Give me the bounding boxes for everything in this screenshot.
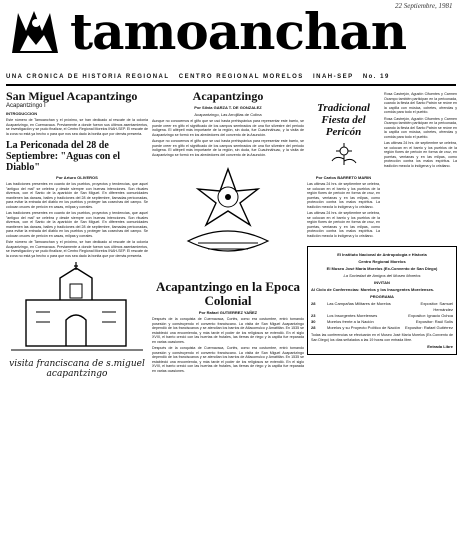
- program-day: 30: [311, 319, 316, 324]
- notice-program: PROGRAMA: [370, 294, 394, 299]
- notice-line-3: El Museo José María Morelos (Ex-Convento de San Diego): [326, 266, 438, 271]
- program-row: [311, 325, 453, 331]
- program-topic: Morelos frente a la Nación: [327, 319, 374, 324]
- map-illustration: [152, 161, 304, 276]
- feature-body: Después de la conquista de Cuernavaca, Cortés, como era costumbre, entró tomando posesión y construyendo el convento franciscano. La visita de San Miguel Acapantzingo dependió de los franciscanos y se atendían los barrios de Atlacomulco y Amatitlán. En 1535 se estableció una encomienda, y más tarde el poder de los religiosos se extendió. En el siglo XVIII, el barrio creció con las huertas de frutales, las tierras de riego y la capilla fue reparada en varias ocasiones.: [152, 317, 304, 344]
- notice-line-4: La Sociedad de Amigos del Museo Morelos: [343, 273, 421, 278]
- notice-line-1: El Instituto Nacional de Antropología e Historia: [337, 252, 427, 257]
- feature-author: Por Rafael GUTIERREZ YAÑEZ: [198, 310, 258, 315]
- feature-author: Por Arturo OLIVEROS: [56, 175, 98, 180]
- church-illustration: [6, 262, 148, 359]
- program-row: [311, 301, 453, 313]
- article-author: Por Carlos BARRETO MARIN: [315, 175, 372, 180]
- article-body: Este número de Tamoanchan y el próximo, se han dedicado al rescate de la colonia Acapantzingo, en Cuernavaca. Previamente a donde fueron sus últimos asentamientos, se investigación y se pudo finalizar, el Centro Regional Morelos INAH-SEP. El rescate de la zona no está ya hecho o para que nos sea dado la bonita que por demás presenta.: [6, 118, 148, 136]
- section-heading: INTRODUCCION: [6, 111, 38, 116]
- article-body-right-3: Las ultimas 24 hrs. de septiembre se celebra, se colocan en el barrio y los pueblos de la región flores de pericón en forma de cruz, en puertas, ventanas y en las milpas, como protección contra los malos espíritus. La tradición mezcla lo indígena y lo cristiano.: [384, 141, 457, 168]
- column-left: [6, 90, 148, 540]
- program-day: 28: [311, 325, 316, 330]
- notice-invite: INVITAN: [374, 280, 390, 285]
- program-speaker: Expositor: Samuel Hernández: [420, 301, 453, 312]
- masthead-center: CENTRO REGIONAL MORELOS: [178, 74, 304, 80]
- article-body-right-2: Rosa Castrejón, Agustín Cifuentes y Carmen Ocampo también participan en la periconada, cuando la fiesta del Santo Patrón se reúne en la capilla con música, cohetes, ofrendas y comida para todo el pueblo.: [384, 116, 457, 139]
- article-byline-2: Acapantzingo, Las Arrojillas de Colina: [194, 112, 262, 117]
- program-topic: Los Insurgentes Morelenses: [327, 313, 378, 318]
- masthead-subtitle-row: [6, 74, 458, 80]
- notice-cycle: Al Ciclo de Conferencias: Morelos y los Insurgentes Morelenses.: [311, 287, 435, 292]
- feature-title: Acapantzingo en la Epoca Colonial: [155, 279, 301, 308]
- illustration-caption: visita franciscana de s.miguel acapantzingo: [9, 359, 145, 379]
- program-day: 23: [311, 313, 316, 318]
- program-speaker: Expositor: Rafael Gutiérrez: [404, 325, 453, 330]
- column-middle: [152, 90, 304, 540]
- pericon-flower-icon: [307, 141, 380, 172]
- feature-body-2: Las tradiciones presentes en cuanto de los pueblos, proyectos y tendencias, que aquel "antiguo del mal" se celebra y desde siempre con buenas intenciones. Son rituales diversos, con el Santo de la aparición de San Miguel. En diferentes comunidades mantienen las danzas, bailes y tradiciones del 28 de septiembre, llamadas periconadas, para evitar la entrada del diablo en los pueblos y proteger las cosechas del campo. Se colocan cruces de pericón en casas, milpas y corrales.: [6, 211, 148, 238]
- article-body-2: Las ultimas 24 hrs. de septiembre se celebra, se colocan en el barrio y los pueblos de la región flores de pericón en forma de cruz, en puertas, ventanas y en las milpas, como protección contra los malos espíritus. La tradición mezcla lo indígena y lo cristiano.: [307, 211, 380, 238]
- notice-line-2: Centro Regional Morelos: [358, 259, 406, 264]
- feature-body-3: Este número de Tamoanchan y el próximo, se han dedicado al rescate de la colonia Acapantzingo, en Cuernavaca. Previamente a donde fueron sus últimos asentamientos, se investigación y se pudo finalizar, el Centro Regional Morelos INAH-SEP. El rescate de la zona no está ya hecho o para que nos sea dado la bonita que por demás presenta.: [6, 240, 148, 258]
- article-body-2: Aunque no conocemos el glifo que se usó hasta prehispánica para representar este barrio, se puede creer en glifo el significado de los campos sembrados de una flor silvestre del periodo indígena. El altépetl más importante de la región, sin duda, fue Cuauhnáhuac, y la visita de Acapantzingo se formó en los alrededores del convento de la Asunción.: [152, 139, 304, 157]
- column-right: [307, 90, 457, 540]
- event-notice-box: [307, 246, 457, 355]
- program-day: 28: [311, 301, 316, 306]
- program-topic: Morelos y su Proyecto Político de Nación: [327, 325, 400, 330]
- masthead-emblem-icon: [6, 5, 66, 59]
- article-title: Tradicional Fiesta del Pericón: [317, 102, 370, 138]
- feature-title: La Periconada del 28 de Septiembre: "Aguas con el Diablo": [6, 140, 120, 173]
- article-title: San Miguel Acapantzingo: [6, 90, 138, 103]
- masthead-number: No. 19: [362, 74, 390, 80]
- notice-footer: Entrada Libre: [427, 344, 453, 349]
- masthead-date: INAH-SEP: [312, 74, 354, 80]
- program-speaker: Expositor: Ignacio Ochoa: [408, 313, 453, 318]
- article-body: Las ultimas 24 hrs. de septiembre se celebra, se colocan en el barrio y los pueblos de la región flores de pericón en forma de cruz, en puertas, ventanas y en las milpas, como protección contra los malos espíritus. La tradición mezcla lo indígena y lo cristiano.: [307, 182, 380, 209]
- masthead-rule: [6, 84, 456, 86]
- masthead-stamp: 22 Septiembre, 1981: [395, 2, 453, 10]
- article-body-right: Rosa Castrejón, Agustín Cifuentes y Carmen Ocampo también participan en la periconada, cuando la fiesta del Santo Patrón se reúne en la capilla con música, cohetes, ofrendas y comida para todo el pueblo.: [384, 92, 457, 114]
- article-body: Aunque no conocemos el glifo que se usó hasta prehispánica para representar este barrio, se puede creer en glifo el significado de los campos sembrados de una flor silvestre del periodo indígena. El altépetl más importante de la región, sin duda, fue Cuauhnáhuac, y la visita de Acapantzingo se formó en los alrededores del convento de la Asunción.: [152, 119, 304, 137]
- article-title: Acapantzingo: [192, 90, 264, 103]
- masthead-title: tamoanchan: [70, 2, 407, 61]
- feature-body-2: Después de la conquista de Cuernavaca, Cortés, como era costumbre, entró tomando posesión y construyendo el convento franciscano. La visita de San Miguel Acapantzingo dependió de los franciscanos y se atendían los barrios de Atlacomulco y Amatitlán. En 1535 se estableció una encomienda, y más tarde el poder de los religiosos se extendió. En el siglo XVIII, el barrio creció con las huertas de frutales, las tierras de riego y la capilla fue reparada en varias ocasiones.: [152, 346, 304, 373]
- notice-note: Todas las conferencias se efectuarán en el Museo José María Morelos (Ex-Convento de San Diego) los días señalados a las 19 horas con entrada libre.: [311, 333, 453, 342]
- masthead-subtitle: UNA CRONICA DE HISTORIA REGIONAL: [6, 74, 170, 80]
- feature-body: Las tradiciones presentes en cuanto de los pueblos, proyectos y tendencias, que aquel "antiguo del mal" se celebra y desde siempre con buenas intenciones. Son rituales diversos, con el Santo de la aparición de San Miguel. En diferentes comunidades mantienen las danzas, bailes y tradiciones del 28 de septiembre, llamadas periconadas, para evitar la entrada del diablo en los pueblos y proteger las cosechas del campo. Se colocan cruces de pericón en casas, milpas y corrales.: [6, 182, 148, 209]
- article-byline: Por Silvia GARZA T. DE GONZALEZ: [194, 105, 262, 110]
- program-speaker: Expositor: Raúl Solís: [415, 319, 453, 324]
- program-topic: Las Campañas Militares de Morelos: [327, 301, 391, 306]
- article-kicker: Acapantzingo I: [6, 103, 46, 109]
